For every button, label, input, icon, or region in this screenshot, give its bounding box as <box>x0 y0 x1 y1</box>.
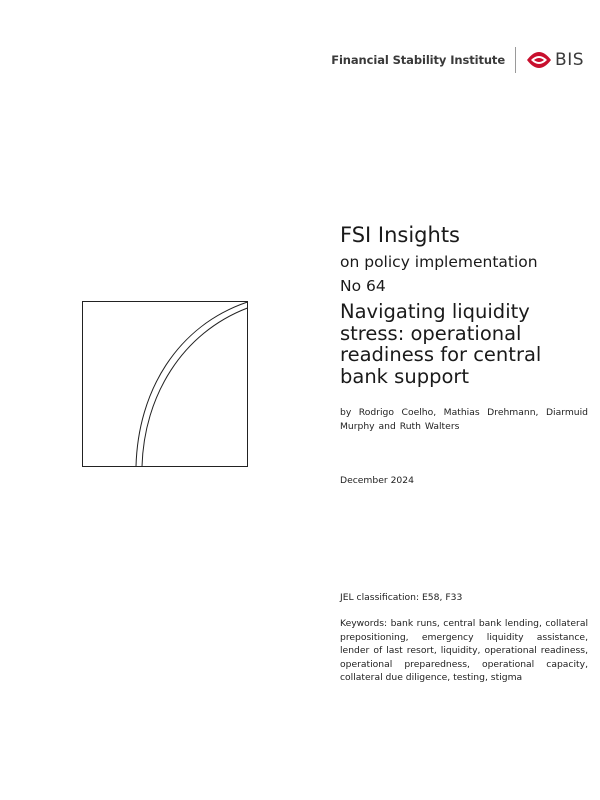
header-branding <box>331 44 584 76</box>
bis-logo <box>526 50 584 70</box>
institute-name: Financial Stability Institute <box>331 53 506 67</box>
bis-logo-icon <box>526 51 552 69</box>
series-subtitle: on policy implementation <box>340 253 538 271</box>
authors: by Rodrigo Coelho, Mathias Drehmann, Diarmuid Murphy and Ruth Walters <box>340 407 588 432</box>
title-block <box>340 221 590 433</box>
series-title: FSI Insights <box>340 223 461 247</box>
bis-text: BIS <box>555 50 584 70</box>
branding-divider <box>515 47 516 73</box>
paper-title: Navigating liquidity stress: operational readiness for central bank support <box>340 300 542 388</box>
keywords: Keywords: bank runs, central bank lending, collateral prepositioning, emergency liquidity assistance, lender of last resort, liquidity, operational readiness, operational preparedness, operational capacity, collateral due diligence, testing, stigma <box>340 618 588 683</box>
square-arc-graphic-icon <box>82 301 248 467</box>
publication-date: December 2024 <box>340 475 414 486</box>
issue-number: No 64 <box>340 277 386 295</box>
jel-classification: JEL classification: E58, F33 <box>340 592 463 603</box>
